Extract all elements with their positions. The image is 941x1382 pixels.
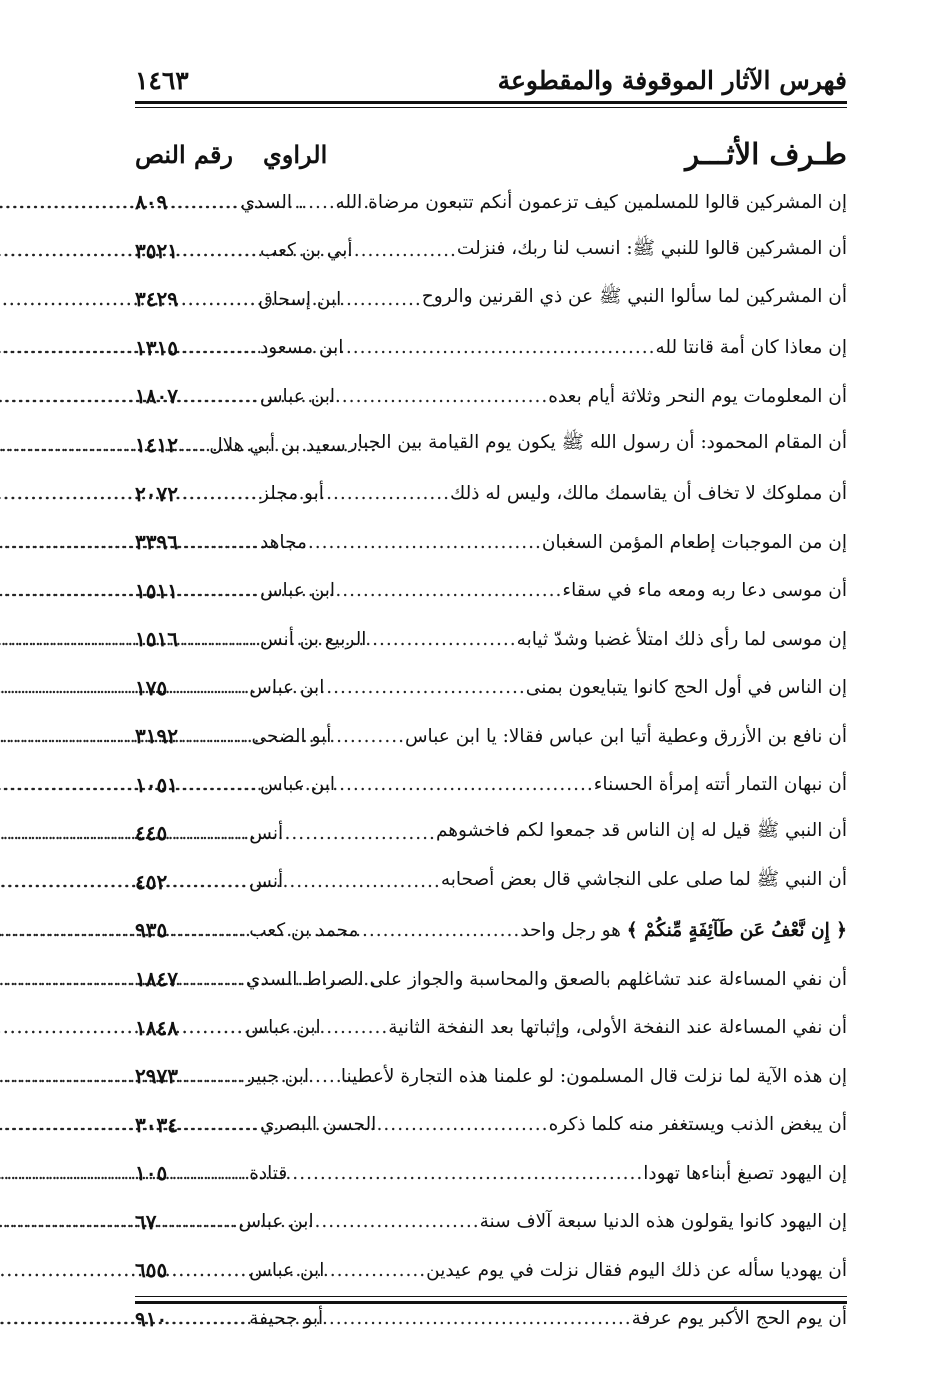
index-entry — [135, 906, 847, 955]
entry-text: إن من الموجبات إطعام المؤمن السغبان — [541, 531, 847, 553]
entry-text: أن المعلومات يوم النحر وثلاثة أيام بعده — [548, 385, 847, 407]
entry-number: ٢٩٧٣ — [135, 1064, 178, 1089]
entry-number: ١٠٥١ — [135, 772, 178, 797]
entry-narrator: مجاهد — [259, 531, 307, 553]
entry-text: أن يهوديا سأله عن ذلك اليوم فقال نزلت في يوم عيدين — [426, 1259, 847, 1281]
entry-text: إن هذه الآية لما نزلت قال المسلمون: لو علمنا هذه التجارة لأعطينا — [340, 1065, 847, 1087]
entry-narrator: ابن عباس — [259, 580, 336, 602]
entry-narrator: . السدي — [240, 191, 304, 213]
entry-number: ١٨٠٧ — [135, 384, 178, 409]
leader-dots — [167, 677, 247, 698]
index-entry — [135, 955, 847, 1004]
index-entry — [135, 663, 847, 712]
entry-narrator: ابن عباس — [249, 1259, 325, 1281]
index-entry — [135, 178, 847, 227]
header-rule-thick — [135, 101, 847, 104]
entry-number: ١٠٥ — [135, 1161, 168, 1186]
entry-number: ٣١٩٢ — [134, 724, 178, 749]
entry-text: إن اليهود تصبغ أبناءها تهودا — [643, 1162, 847, 1184]
entries-list — [135, 178, 847, 1343]
entry-narrator: ابن عباس — [259, 774, 336, 796]
leader-dots — [178, 774, 258, 795]
leader-dots — [178, 532, 258, 553]
leader-dots — [311, 969, 377, 990]
entry-number: ٣٣٩٦ — [135, 530, 178, 555]
entry-text: أن مملوكك لا تخاف أن يقاسمك مالك، وليس له ذلك — [450, 483, 847, 505]
index-entry — [135, 761, 847, 810]
entry-narrator: قتادة — [249, 1162, 288, 1184]
entry-number: ٤٤٥ — [135, 821, 168, 846]
leader-dots — [178, 629, 258, 650]
leader-dots — [167, 871, 247, 892]
leader-dots — [348, 435, 377, 456]
entry-text: إن معاذا كان أمة قانتا لله — [655, 337, 847, 359]
entry-narrator: ابن عباس — [238, 1211, 314, 1233]
entry-narrator: ابن عباس — [259, 385, 336, 407]
entry-text: أن نبهان التمار أتته إمرأة الحسناء — [593, 774, 847, 796]
index-entry — [135, 858, 847, 907]
running-head-title: فهرس الآثار الموقوفة والمقطوعة — [497, 65, 847, 95]
entry-text — [520, 920, 847, 941]
leader-dots — [178, 386, 258, 407]
entry-number: ٦٥٥ — [135, 1258, 168, 1283]
leader-dots — [343, 289, 421, 310]
entry-number: ٢٠٧٢ — [135, 481, 178, 506]
leader-dots — [167, 1260, 247, 1281]
entry-narrator: ابن عباس — [249, 677, 325, 699]
leader-dots — [285, 823, 436, 844]
entry-number: ١٥١١ — [135, 578, 178, 603]
entry-narrator: الربيع بن أنس — [259, 628, 367, 650]
index-entry — [135, 1003, 847, 1052]
leader-dots — [325, 1308, 631, 1329]
leader-dots — [178, 1017, 244, 1038]
entry-text: أن النبي ﷺ قيل له إن الناس قد جمعوا لكم فاخشوهم — [435, 820, 847, 842]
leader-dots — [178, 435, 207, 456]
leader-dots — [368, 629, 516, 650]
leader-dots — [306, 192, 377, 213]
leader-dots — [167, 1163, 247, 1184]
leader-dots — [326, 483, 450, 504]
footer-rule-thin — [135, 1296, 847, 1297]
index-entry — [135, 227, 847, 276]
entry-narrator: ابن مسعود — [259, 337, 344, 359]
leader-dots — [326, 677, 525, 698]
footer-rule-thick — [135, 1301, 847, 1304]
entry-text: أن المقام المحمود: أن رسول الله ﷺ يكون يوم القيامة بين الجبار — [348, 432, 847, 453]
index-entry — [135, 372, 847, 421]
entry-text: أن نفي المساءلة عند النفخة الأولى، وإثباتها بعد النفخة الثانية — [388, 1017, 847, 1039]
entry-number: ١٨٤٨ — [135, 1015, 178, 1040]
leader-dots — [178, 726, 250, 747]
leader-dots — [355, 240, 457, 261]
entry-number: ١٤١٢ — [134, 433, 178, 457]
entry-text: أن نفي المساءلة عند تشاغلهم بالصعق والمحاسبة والجواز على الصراط — [304, 968, 847, 990]
entry-narrator: أنس — [249, 871, 284, 893]
entry-text: أن موسى دعا ربه ومعه ماء في سقاء — [562, 580, 847, 602]
index-entry — [135, 1149, 847, 1198]
entry-narrator: ..السدي — [245, 968, 310, 990]
leader-dots — [326, 1260, 426, 1281]
entry-narrator: سعيد بن أبي هلال — [209, 434, 346, 456]
leader-dots — [167, 823, 247, 844]
leader-dots — [178, 240, 258, 261]
quran-verse: ﴿ إِن نَّعْفُ عَن طَآئِفَةٍ مِّنكُمْ ﴾ — [626, 919, 847, 941]
entry-narrator: ابن عباس — [245, 1017, 321, 1039]
leader-dots — [178, 483, 258, 504]
leader-dots — [337, 774, 594, 795]
running-head — [135, 62, 847, 98]
entry-narrator: أبو الضحى — [251, 725, 332, 747]
index-entry — [135, 1197, 847, 1246]
leader-dots — [337, 386, 548, 407]
entry-narrator: أبو جحيفة — [249, 1308, 324, 1330]
index-entry — [135, 421, 847, 470]
entry-text: أن يبغض الذنب ويستغفر منه كلما ذكره — [548, 1114, 847, 1136]
leader-dots — [178, 580, 258, 601]
entry-number: ١٧٥ — [135, 675, 168, 700]
entry-number: ٣٥٢١ — [135, 238, 178, 263]
index-entry — [135, 1052, 847, 1101]
index-entry — [135, 809, 847, 858]
leader-dots — [333, 726, 405, 747]
column-header-athar: طـرف الأثـــر — [685, 137, 847, 171]
entry-narrator: محمد بن كعب — [249, 919, 359, 941]
entry-text: أن المشركين قالوا للنبي ﷺ: انسب لنا ربك، فنزلت — [456, 237, 847, 259]
index-entry — [135, 324, 847, 373]
entry-number: ١٣١٥ — [135, 335, 178, 360]
leader-dots — [360, 920, 520, 941]
leader-dots — [378, 1114, 548, 1135]
index-page — [135, 0, 847, 1382]
leader-dots — [178, 1114, 258, 1135]
entry-text: أن يوم الحج الأكبر يوم عرفة — [631, 1308, 847, 1330]
column-header-narrator: الراوي — [263, 139, 328, 169]
leader-dots — [167, 1308, 247, 1329]
entry-narrator: ابن إسحاق — [258, 288, 342, 310]
leader-dots — [345, 337, 655, 358]
entry-narrator: أنس — [249, 822, 284, 844]
entry-text: إن المشركين قالوا للمسلمين كيف تزعمون أنكم تتبعون مرضاة الله — [335, 191, 847, 213]
leader-dots — [156, 1211, 236, 1232]
entry-text: إن اليهود كانوا يقولون هذه الدنيا سبعة آلاف سنة — [479, 1211, 847, 1233]
entry-text: إن موسى لما رأى ذلك امتلأ غضبا وشدّ ثيابه — [516, 628, 847, 650]
column-headers — [135, 134, 847, 174]
entry-number: ٩٣٥ — [135, 918, 168, 943]
entry-narrator: ابن جبير — [245, 1065, 310, 1087]
leader-dots — [316, 1211, 480, 1232]
entry-number: ٣٤٢٩ — [134, 287, 178, 312]
entry-number: ٩١٠ — [135, 1306, 168, 1331]
entry-narrator: أبي بن كعب — [259, 240, 353, 262]
entry-narrator: الحسن البصري — [259, 1114, 377, 1136]
leader-dots — [285, 871, 441, 892]
index-entry — [135, 518, 847, 567]
leader-dots — [178, 969, 244, 990]
entry-number: ٨٠٩ — [135, 190, 168, 215]
column-header-number: رقم النص — [135, 139, 234, 169]
entry-text: إن الناس في أول الحج كانوا يتبايعون بمنى — [525, 677, 847, 699]
entry-text: أن المشركين لما سألوا النبي ﷺ عن ذي القرنين والروح — [421, 286, 847, 308]
leader-dots — [311, 1066, 377, 1087]
entry-number: ١٨٤٧ — [134, 967, 178, 992]
entry-number: ١٥١٦ — [135, 627, 178, 652]
entry-number: ٦٧ — [135, 1209, 157, 1234]
header-rule-thin — [135, 107, 847, 108]
leader-dots — [323, 1017, 389, 1038]
leader-dots — [337, 580, 562, 601]
index-entry — [135, 712, 847, 761]
leader-dots — [167, 920, 247, 941]
leader-dots — [309, 532, 542, 553]
leader-dots — [289, 1163, 643, 1184]
entry-number: ٤٥٢ — [135, 869, 168, 894]
entry-number: ٣٠٣٤ — [135, 1112, 178, 1137]
index-entry — [135, 275, 847, 324]
leader-dots — [178, 289, 256, 310]
leader-dots — [167, 192, 238, 213]
entry-narrator: أبو مجلز — [259, 483, 324, 505]
index-entry — [135, 1100, 847, 1149]
index-entry — [135, 566, 847, 615]
leader-dots — [178, 337, 258, 358]
page-number: ١٤٦٣ — [135, 65, 189, 95]
index-entry — [135, 615, 847, 664]
index-entry — [135, 469, 847, 518]
leader-dots — [178, 1066, 244, 1087]
entry-text-rest: هو رجل واحد — [520, 919, 627, 941]
index-entry — [135, 1246, 847, 1295]
entry-text: أن النبي ﷺ لما صلى على النجاشي قال بعض أصحابه — [440, 868, 847, 890]
entry-text: أن نافع بن الأزرق وعطية أتيا ابن عباس فقالا: يا ابن عباس — [404, 725, 847, 747]
